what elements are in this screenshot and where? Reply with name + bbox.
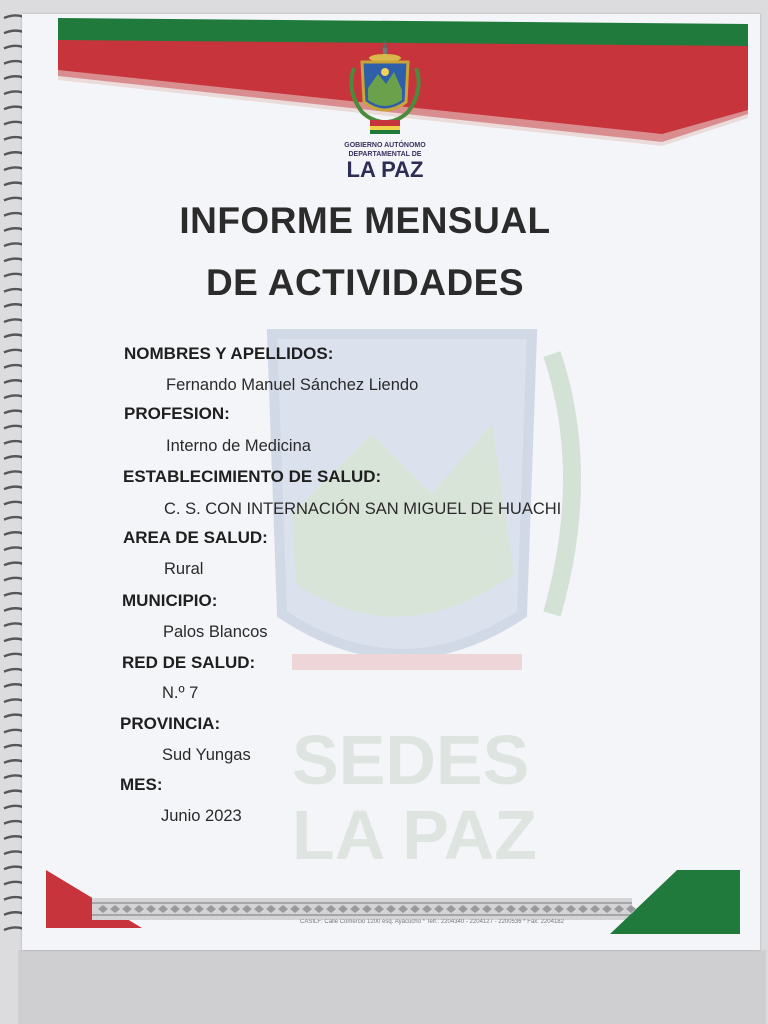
- coat-of-arms-icon: [340, 38, 430, 142]
- field-value-red: N.º 7: [162, 684, 199, 702]
- field-value-municipio: Palos Blancos: [163, 623, 268, 641]
- field-value-establecimiento: C. S. CON INTERNACIÓN SAN MIGUEL DE HUACHI: [164, 500, 562, 518]
- field-value-profesion: Interno de Medicina: [166, 437, 311, 455]
- field-value-area: Rural: [164, 560, 204, 578]
- logo-text-line3: LA PAZ: [346, 157, 424, 182]
- field-value-provincia: Sud Yungas: [162, 746, 251, 764]
- document-title-line2: DE ACTIVIDADES: [205, 262, 525, 303]
- logo-text-line1: GOBIERNO AUTÓNOMO: [344, 142, 426, 149]
- document-page: [22, 14, 760, 950]
- field-label-red: RED DE SALUD:: [122, 653, 256, 672]
- field-label-area: AREA DE SALUD:: [123, 528, 268, 547]
- field-label-provincia: PROVINCIA:: [120, 714, 221, 733]
- field-label-mes: MES:: [120, 775, 163, 794]
- field-label-establecimiento: ESTABLECIMIENTO DE SALUD:: [123, 467, 382, 486]
- field-label-municipio: MUNICIPIO:: [122, 591, 218, 610]
- logo-text-line2: DEPARTAMENTAL DE: [348, 151, 422, 158]
- footer-address: CASILF: Calle Comercio 1200 esq. Ayacucho * Telf.: 2204340 - 2204127 - 2200536 * Fax: 2204182: [300, 919, 564, 925]
- field-value-mes: Junio 2023: [161, 807, 242, 825]
- field-label-nombres: NOMBRES Y APELLIDOS:: [124, 344, 334, 363]
- watermark-text-2: LA PAZ: [292, 796, 537, 874]
- gobierno-logo: [340, 38, 430, 188]
- page-shadow: [18, 950, 766, 1024]
- watermark-text-1: SEDES: [292, 721, 530, 799]
- document-title-line1: INFORME MENSUAL: [179, 200, 551, 241]
- field-label-profesion: PROFESION:: [124, 404, 230, 423]
- sedes-watermark: [252, 314, 612, 874]
- footer-banner: [22, 870, 760, 950]
- field-value-nombres: Fernando Manuel Sánchez Liendo: [166, 376, 419, 394]
